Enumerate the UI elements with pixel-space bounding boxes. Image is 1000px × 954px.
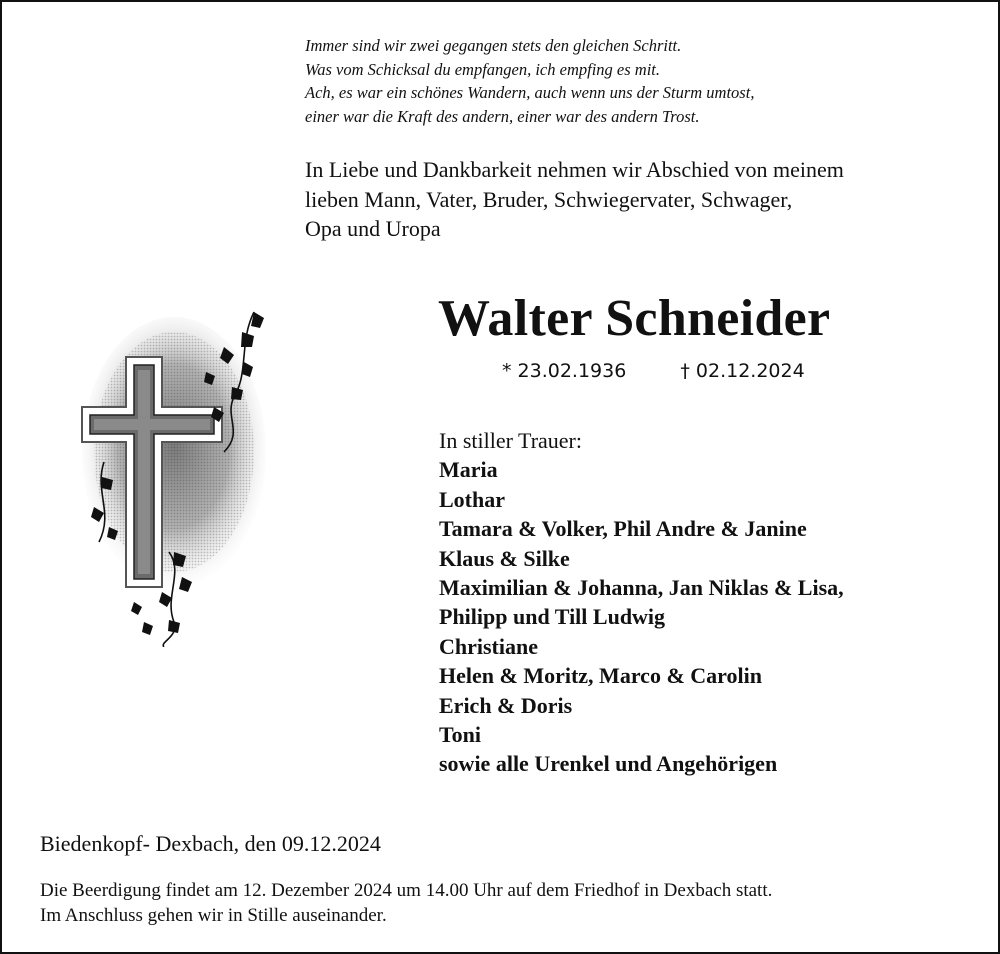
death-date: † 02.12.2024 xyxy=(680,360,805,382)
farewell-intro xyxy=(305,155,965,244)
mourner-name: Klaus & Silke xyxy=(439,545,570,571)
mourner-name: Lothar xyxy=(439,486,505,512)
mourner-name: Christiane xyxy=(439,633,538,659)
funeral-notice xyxy=(40,878,980,928)
funeral-line: Im Anschluss gehen wir in Stille auseinander. xyxy=(40,905,387,926)
memorial-poem xyxy=(305,34,945,128)
mourner-name: Tamara & Volker, Phil Andre & Janine xyxy=(439,516,807,542)
intro-line: In Liebe und Dankbarkeit nehmen wir Abschied von meinem xyxy=(305,157,844,182)
poem-line: Ach, es war ein schönes Wandern, auch wenn uns der Sturm umtost, xyxy=(305,83,755,102)
place-and-date: Biedenkopf- Dexbach, den 09.12.2024 xyxy=(40,831,381,856)
poem-line: Was vom Schicksal du empfangen, ich empfing es mit. xyxy=(305,59,660,79)
intro-line: lieben Mann, Vater, Bruder, Schwiegervater, Schwager, xyxy=(305,186,793,212)
poem-line: einer war die Kraft des andern, einer war des andern Trost. xyxy=(305,106,700,126)
funeral-line: Die Beerdigung findet am 12. Dezember 2024 um 14.00 Uhr auf dem Friedhof in Dexbach statt. xyxy=(40,880,773,901)
cross-with-ivy-icon xyxy=(74,302,274,647)
mourner-name: Toni xyxy=(439,722,482,748)
life-dates xyxy=(502,357,805,385)
mourner-name: Helen & Moritz, Marco & Carolin xyxy=(439,663,762,689)
mourner-name: sowie alle Urenkel und Angehörigen xyxy=(439,751,778,777)
poem-line: Immer sind wir zwei gegangen stets den gleichen Schritt. xyxy=(305,36,682,55)
intro-line: Opa und Uropa xyxy=(305,216,441,241)
mourner-name: Maria xyxy=(439,457,498,483)
mourner-name: Philipp und Till Ludwig xyxy=(439,604,666,630)
mourner-name: Erich & Doris xyxy=(439,692,573,718)
mourners-list xyxy=(439,426,979,779)
mourner-name: Maximilian & Johanna, Jan Niklas & Lisa, xyxy=(439,575,844,601)
mourners-heading: In stiller Trauer: xyxy=(439,428,582,453)
birth-date: * 23.02.1936 xyxy=(502,360,627,382)
cross-illustration xyxy=(74,302,274,647)
deceased-name: Walter Schneider xyxy=(438,290,831,347)
